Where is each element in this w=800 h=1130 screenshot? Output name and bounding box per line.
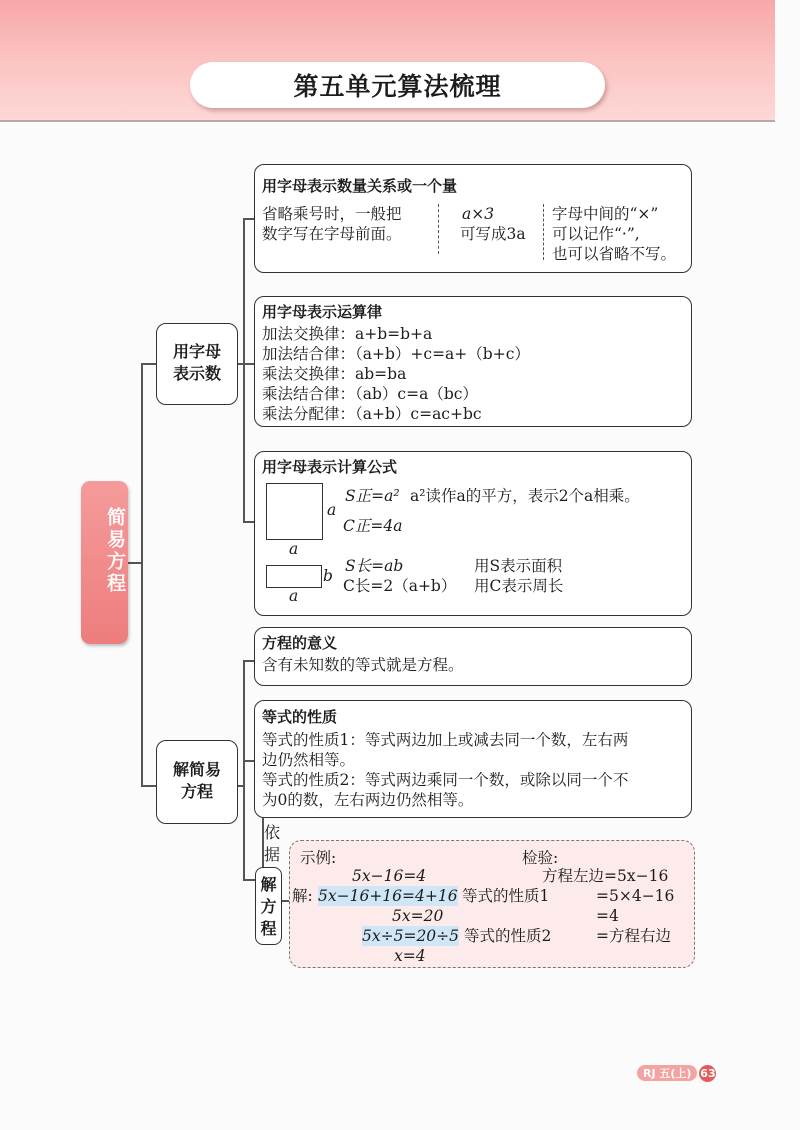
example-step-3: 5x÷5=20÷5 <box>362 927 460 945</box>
property-line-2: 边仍然相等。 <box>262 751 356 769</box>
branch-represent <box>156 323 238 405</box>
dashed-divider <box>543 204 544 260</box>
branch-solve-label: 解简易方程 <box>172 760 221 801</box>
connector <box>141 363 143 786</box>
square-area-formula: S正=a² <box>345 487 400 505</box>
title-pill <box>190 62 605 108</box>
example-label: 示例: <box>300 849 337 867</box>
page-number: 63 <box>700 1067 716 1080</box>
page-footer <box>637 1065 716 1082</box>
box-formulas-title: 用字母表示计算公式 <box>262 458 398 476</box>
dashed-divider <box>438 204 439 254</box>
box-relation-col1-line1: 省略乘号时，一般把 <box>262 205 402 223</box>
check-line-1: 方程左边=5x−16 <box>542 867 669 885</box>
check-label: 检验: <box>522 849 559 867</box>
box-relation-col3-line2: 可以记作“·”, <box>552 225 640 243</box>
law-add-associative: 加法结合律：（a+b）+c=a+（b+c） <box>262 345 530 363</box>
property-line-4: 为0的数，左右两边仍然相等。 <box>262 791 474 809</box>
law-mul-associative: 乘法结合律：（ab）c=a（bc） <box>262 385 478 403</box>
property-line-3: 等式的性质2：等式两边乘同一个数，或除以同一个不 <box>262 771 629 789</box>
box-relation-col1-line2: 数字写在字母前面。 <box>262 225 402 243</box>
square-side-bottom: a <box>289 540 299 558</box>
box-relation-title: 用字母表示数量关系或一个量 <box>262 177 458 195</box>
example-reason-2: 等式的性质2 <box>464 927 552 945</box>
connector <box>141 363 156 365</box>
box-equality-properties-title: 等式的性质 <box>262 708 338 726</box>
branch-solve-method-label: 解方程 <box>260 875 277 938</box>
check-line-4: =方程右边 <box>596 927 671 945</box>
root-node <box>81 481 128 644</box>
property-line-1: 等式的性质1：等式两边加上或减去同一个数，左右两 <box>262 731 629 749</box>
branch-represent-label: 用字母表示数 <box>172 342 221 383</box>
connector <box>243 218 245 522</box>
box-laws-title: 用字母表示运算律 <box>262 303 383 321</box>
connector <box>141 785 156 787</box>
law-distributive: 乘法分配律：（a+b）c=ac+bc <box>262 405 482 423</box>
box-relation-col2-line1: a×3 <box>462 205 495 223</box>
edition-tag: RJ 五(上) <box>637 1065 697 1081</box>
rect-length-label: a <box>289 587 299 605</box>
example-solve-label: 解: <box>292 887 313 905</box>
note-perimeter: 用C表示周长 <box>474 577 564 595</box>
box-equation-meaning-text: 含有未知数的等式就是方程。 <box>262 656 464 674</box>
header-banner <box>0 0 775 122</box>
law-add-commutative: 加法交换律：a+b=b+a <box>262 325 433 343</box>
box-relation-col2-line2: 可写成3a <box>460 225 526 243</box>
square-perimeter-formula: C正=4a <box>343 517 403 535</box>
square-note: a²读作a的平方，表示2个a相乘。 <box>410 487 640 505</box>
square-side-right: a <box>327 501 337 519</box>
connector <box>243 660 245 880</box>
rectangle-figure <box>266 565 322 588</box>
example-step-1: 5x−16+16=4+16 <box>318 887 458 905</box>
box-relation-col3-line3: 也可以省略不写。 <box>552 245 677 263</box>
page-title: 第五单元算法梳理 <box>293 72 502 101</box>
rect-area-formula: S长=ab <box>345 557 404 575</box>
square-figure <box>266 483 323 540</box>
example-step-4: x=4 <box>394 947 426 965</box>
branch-solve-method <box>255 867 282 945</box>
root-label: 简易方程 <box>104 507 126 595</box>
branch-solve <box>156 740 238 824</box>
box-equation-meaning-title: 方程的意义 <box>262 634 338 652</box>
law-mul-commutative: 乘法交换律：ab=ba <box>262 365 407 383</box>
check-line-2: =5×4−16 <box>596 887 675 905</box>
example-equation: 5x−16=4 <box>352 867 427 885</box>
connector <box>128 562 142 564</box>
example-step-2: 5x=20 <box>392 907 444 925</box>
check-line-3: =4 <box>596 907 619 925</box>
rect-width-label: b <box>323 567 333 585</box>
box-relation-col3-line1: 字母中间的“×” <box>552 205 659 223</box>
note-area: 用S表示面积 <box>474 557 563 575</box>
basis-label: 依据 <box>264 823 281 864</box>
connector <box>243 879 255 881</box>
rect-perimeter-formula: C长=2（a+b） <box>343 577 457 595</box>
example-reason-1: 等式的性质1 <box>462 887 550 905</box>
